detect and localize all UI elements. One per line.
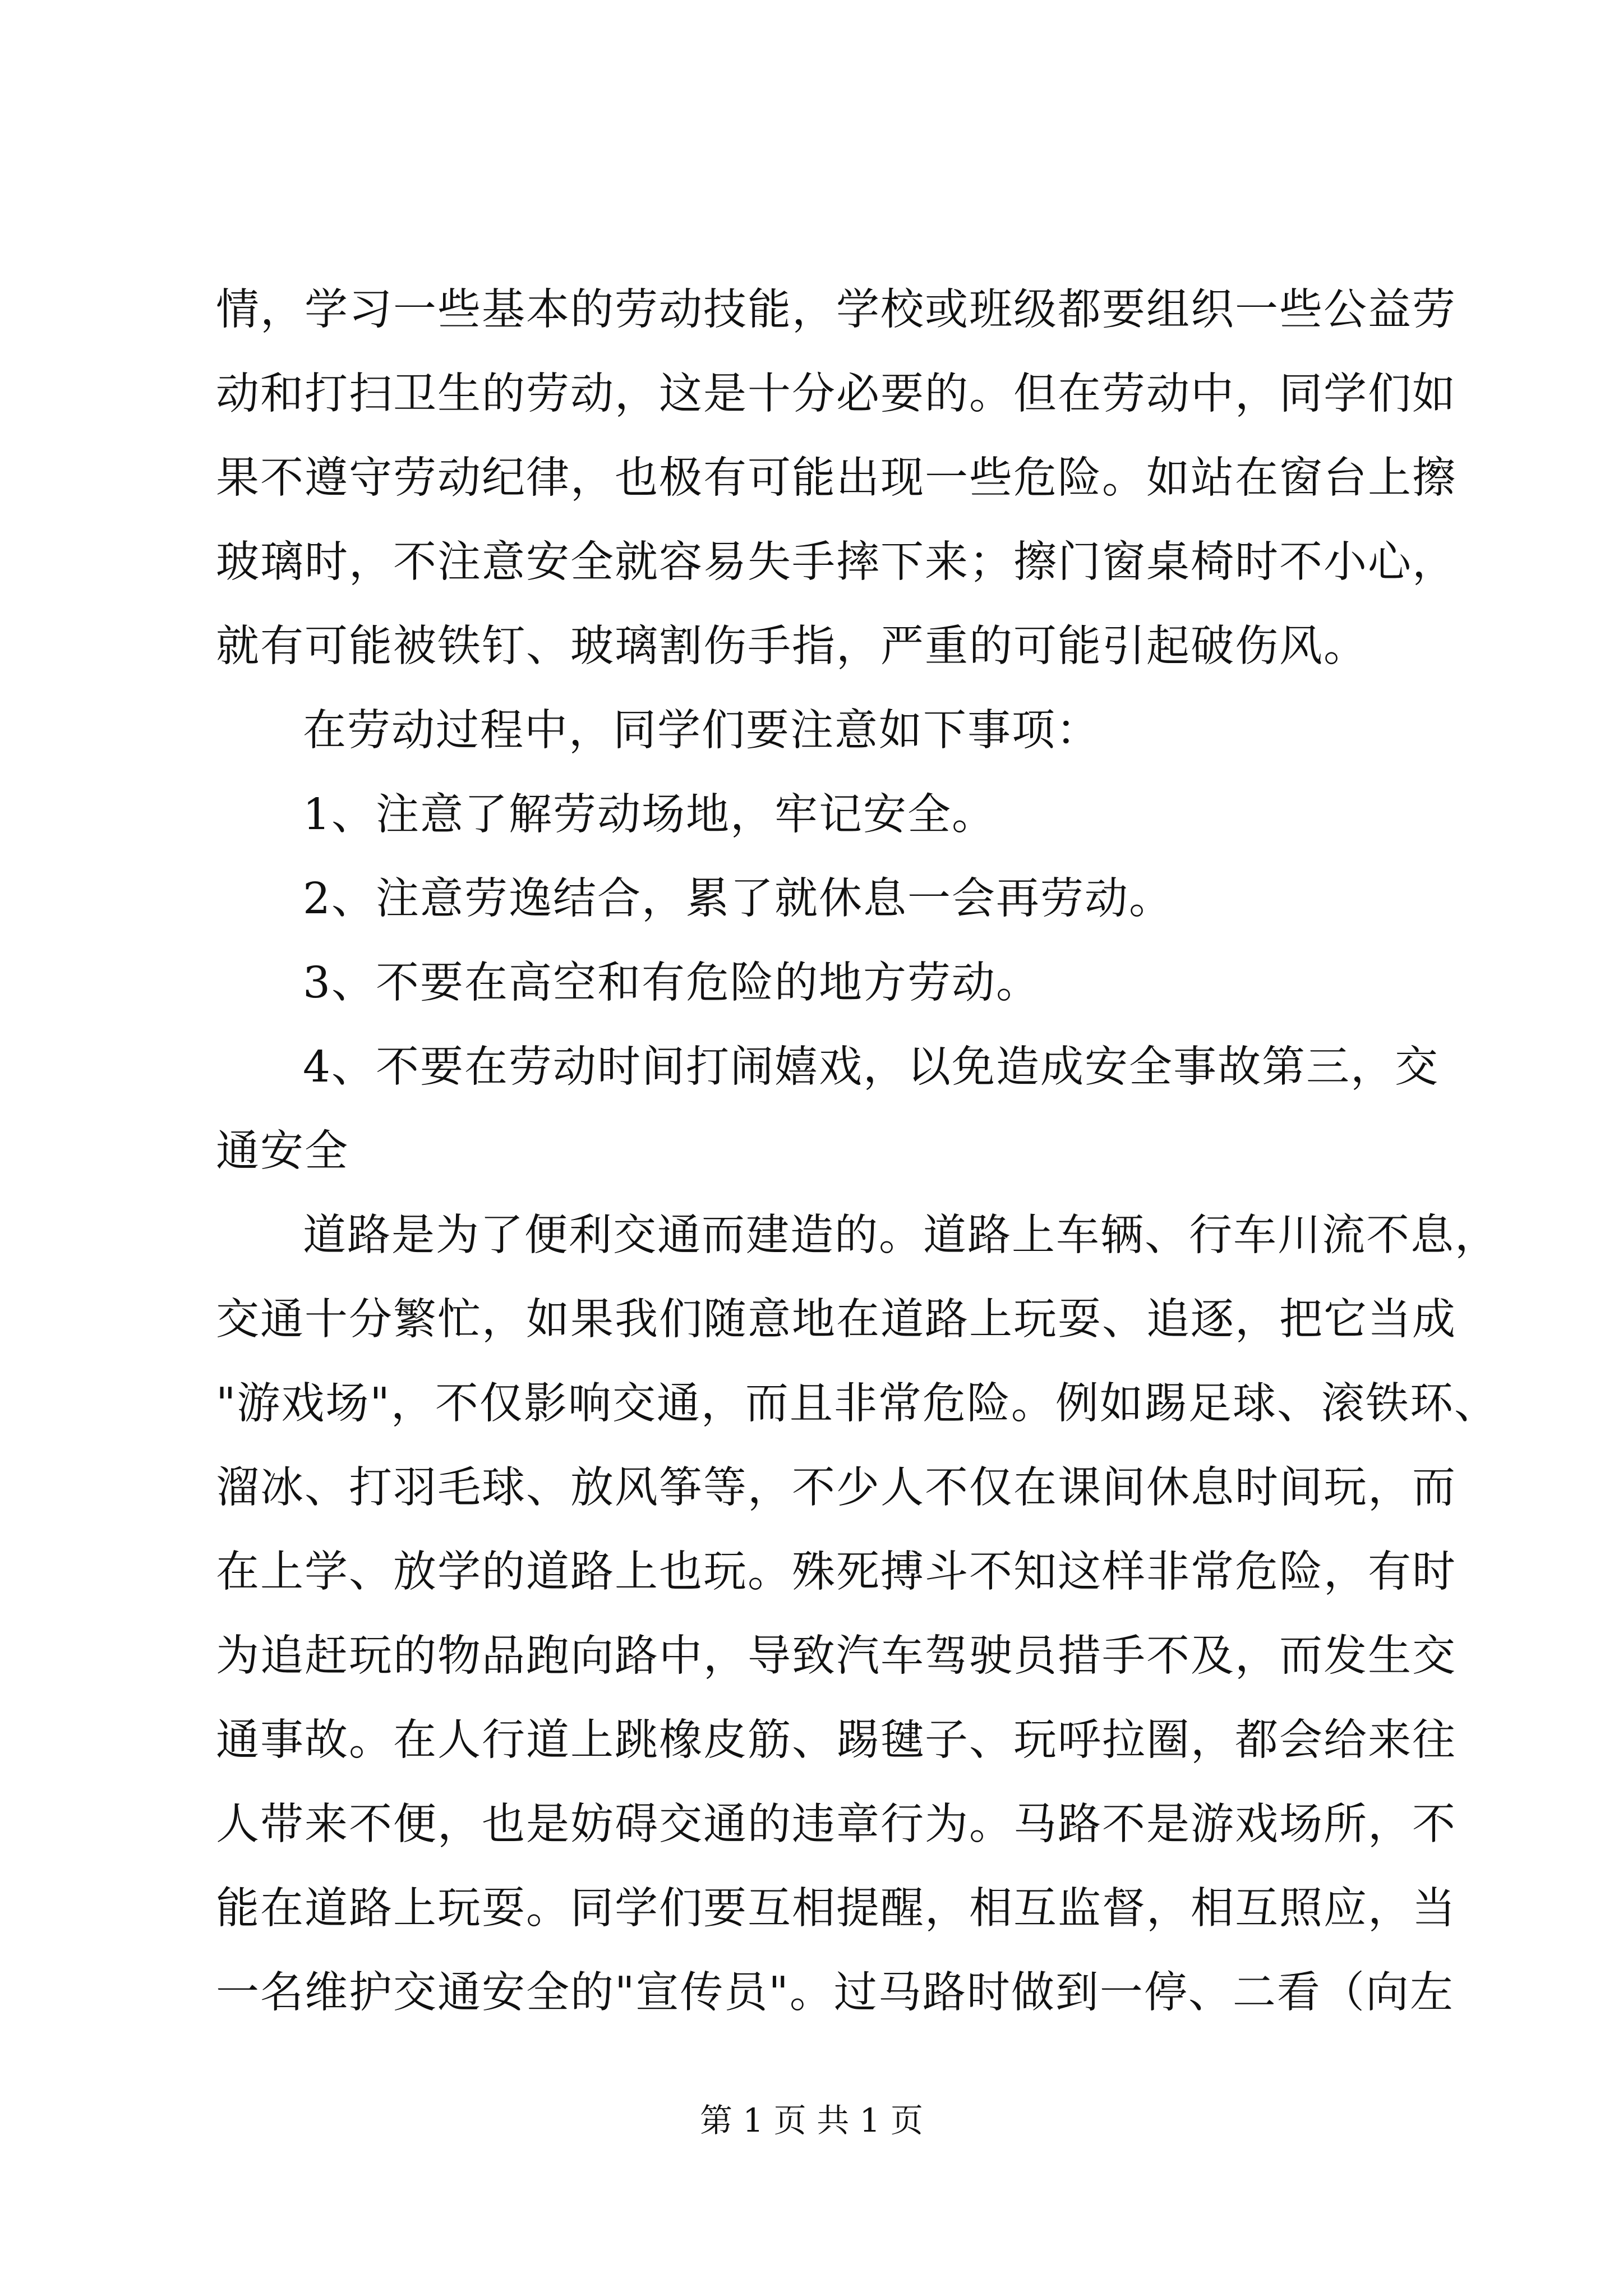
text-line: 通事故。在人行道上跳橡皮筋、踢毽子、玩呼拉圈，都会给来往 bbox=[216, 1715, 1456, 1765]
text-line: 交通十分繁忙，如果我们随意地在道路上玩耍、追逐，把它当成 bbox=[216, 1295, 1456, 1345]
page-number-footer: 第 1 页 共 1 页 bbox=[700, 2101, 923, 2139]
text-line: "游戏场"，不仅影响交通，而且非常危险。例如踢足球、滚铁环、 bbox=[216, 1379, 1498, 1429]
text-line: 玻璃时，不注意安全就容易失手摔下来；擦门窗桌椅时不小心， bbox=[216, 537, 1456, 587]
text-line: 情，学习一些基本的劳动技能，学校或班级都要组织一些公益劳 bbox=[216, 285, 1456, 335]
list-item: 3、不要在高空和有危险的地方劳动。 bbox=[303, 958, 1040, 1008]
text-line: 道路是为了便利交通而建造的。道路上车辆、行车川流不息， bbox=[303, 1211, 1499, 1260]
text-line: 就有可能被铁钉、玻璃割伤手指，严重的可能引起破伤风。 bbox=[216, 622, 1368, 671]
text-line: 一名维护交通安全的"宣传员"。过马路时做到一停、二看（向左 bbox=[216, 1968, 1454, 2018]
text-line: 为追赶玩的物品跑向路中，导致汽车驾驶员措手不及，而发生交 bbox=[216, 1631, 1456, 1681]
text-line: 在上学、放学的道路上也玩。殊死搏斗不知这样非常危险，有时 bbox=[216, 1547, 1456, 1597]
text-line: 溜冰、打羽毛球、放风筝等，不少人不仅在课间休息时间玩，而 bbox=[216, 1463, 1456, 1513]
list-item: 4、不要在劳动时间打闹嬉戏，以免造成安全事故第三，交 bbox=[303, 1042, 1439, 1092]
text-line: 动和打扫卫生的劳动，这是十分必要的。但在劳动中，同学们如 bbox=[216, 369, 1456, 419]
section-heading-continuation: 通安全 bbox=[216, 1126, 349, 1176]
list-item: 2、注意劳逸结合，累了就休息一会再劳动。 bbox=[303, 874, 1173, 924]
text-line: 能在道路上玩耍。同学们要互相提醒，相互监督，相互照应，当 bbox=[216, 1884, 1456, 1934]
text-line: 果不遵守劳动纪律，也极有可能出现一些危险。如站在窗台上擦 bbox=[216, 453, 1456, 503]
text-line: 在劳动过程中，同学们要注意如下事项： bbox=[303, 706, 1100, 756]
text-line: 人带来不便，也是妨碍交通的违章行为。马路不是游戏场所，不 bbox=[216, 1800, 1456, 1849]
list-item: 1、注意了解劳动场地，牢记安全。 bbox=[303, 790, 996, 840]
